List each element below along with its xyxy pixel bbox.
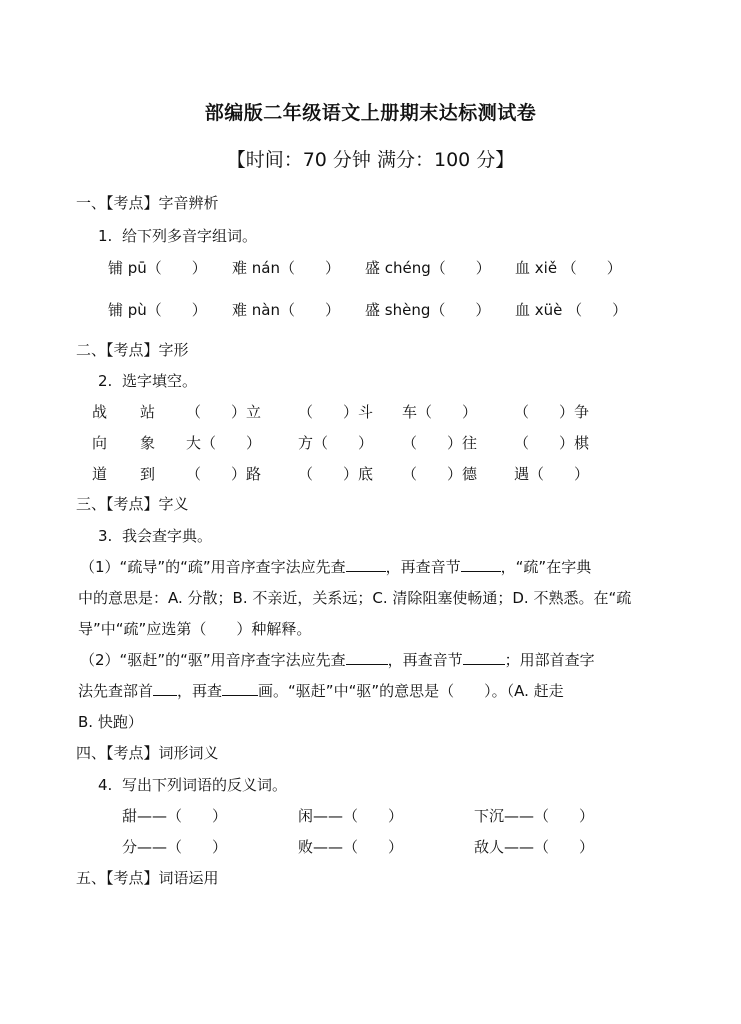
- paragraph-line: B. 快跑）: [78, 713, 143, 731]
- text-run: ，再查音节: [387, 651, 463, 669]
- question-1: [98, 226, 257, 246]
- polyphone-item: 难 nàn（ ）: [232, 301, 340, 319]
- section-heading: 一、【考点】字音辨析: [76, 194, 219, 212]
- choice-char: 道: [92, 465, 108, 483]
- page-title: 部编版二年级语文上册期末达标测试卷: [204, 102, 537, 124]
- choice-char: 战: [92, 403, 108, 421]
- fill-item: （ ）斗: [298, 403, 374, 421]
- question-number: 1.: [98, 227, 113, 245]
- choice-char: 象: [140, 434, 156, 452]
- text-run: ，“疏”在字典: [500, 558, 592, 576]
- fill-item: （ ）往: [402, 434, 478, 452]
- fill-item: （ ）德: [402, 465, 478, 483]
- antonym-item: 败——（ ）: [298, 838, 404, 856]
- antonym-item: 甜——（ ）: [122, 807, 228, 825]
- polyphone-item: 难 nán（ ）: [232, 259, 340, 277]
- text-run: 画。“驱赶”中“驱”的意思是（ ）。（A. 赶走: [258, 682, 564, 700]
- question-4: [98, 775, 287, 795]
- question-prompt: 我会查字典。: [122, 527, 213, 545]
- choice-char: 站: [140, 403, 156, 421]
- paragraph-line: 中的意思是：A. 分散；B. 不亲近，关系远；C. 清除阻塞使畅通；D. 不熟悉。在“疏: [78, 589, 632, 607]
- antonym-item: 分——（ ）: [122, 838, 228, 856]
- question-number: 4.: [98, 776, 113, 794]
- question-prompt: 写出下列词语的反义词。: [122, 776, 288, 794]
- fill-item: （ ）争: [514, 403, 590, 421]
- paragraph-line: [78, 681, 564, 701]
- answer-blank[interactable]: [222, 681, 258, 696]
- text-run: 法先查部首: [78, 682, 154, 700]
- paragraph-line: [80, 650, 595, 670]
- page-subtitle: 【时间：70 分钟 满分：100 分】: [226, 149, 515, 171]
- paragraph-line: [80, 557, 591, 577]
- polyphone-item: 盛 shèng（ ）: [365, 301, 491, 319]
- text-run: （2）“驱赶”的“驱”用音序查字法应先查: [80, 651, 346, 669]
- fill-item: （ ）棋: [514, 434, 590, 452]
- fill-item: （ ）路: [186, 465, 262, 483]
- choice-char: 到: [140, 465, 156, 483]
- paragraph-line: 导”中“疏”应选第（ ）种解释。: [78, 620, 312, 638]
- antonym-item: 闲——（ ）: [298, 807, 404, 825]
- polyphone-item: 铺 pù（ ）: [108, 301, 207, 319]
- question-number: 3.: [98, 527, 113, 545]
- answer-blank[interactable]: [153, 681, 177, 696]
- question-3: [98, 526, 212, 546]
- text-run: ；用部首查字: [504, 651, 595, 669]
- section-heading: 三、【考点】字义: [76, 495, 189, 513]
- answer-blank[interactable]: [463, 650, 505, 665]
- polyphone-item: 血 xiě （ ）: [515, 259, 622, 277]
- question-number: 2.: [98, 372, 113, 390]
- fill-item: 遇（ ）: [514, 465, 590, 483]
- fill-item: （ ）底: [298, 465, 374, 483]
- text-run: ，再查: [177, 682, 223, 700]
- text-run: （1）“疏导”的“疏”用音序查字法应先查: [80, 558, 346, 576]
- fill-item: （ ）立: [186, 403, 262, 421]
- text-run: ，再查音节: [385, 558, 461, 576]
- question-2: [98, 371, 197, 391]
- section-heading: 四、【考点】词形词义: [76, 744, 219, 762]
- antonym-item: 下沉——（ ）: [474, 807, 595, 825]
- polyphone-item: 盛 chéng（ ）: [365, 259, 491, 277]
- choice-char: 向: [92, 434, 108, 452]
- fill-item: 大（ ）: [186, 434, 262, 452]
- section-heading: 二、【考点】字形: [76, 341, 189, 359]
- answer-blank[interactable]: [346, 557, 386, 572]
- fill-item: 车（ ）: [402, 403, 478, 421]
- question-prompt: 给下列多音字组词。: [122, 227, 258, 245]
- question-prompt: 选字填空。: [122, 372, 198, 390]
- answer-blank[interactable]: [346, 650, 388, 665]
- polyphone-item: 血 xüè （ ）: [515, 301, 628, 319]
- fill-item: 方（ ）: [298, 434, 374, 452]
- antonym-item: 敌人——（ ）: [474, 838, 595, 856]
- polyphone-item: 铺 pū（ ）: [108, 259, 207, 277]
- section-heading: 五、【考点】词语运用: [76, 869, 219, 887]
- answer-blank[interactable]: [461, 557, 501, 572]
